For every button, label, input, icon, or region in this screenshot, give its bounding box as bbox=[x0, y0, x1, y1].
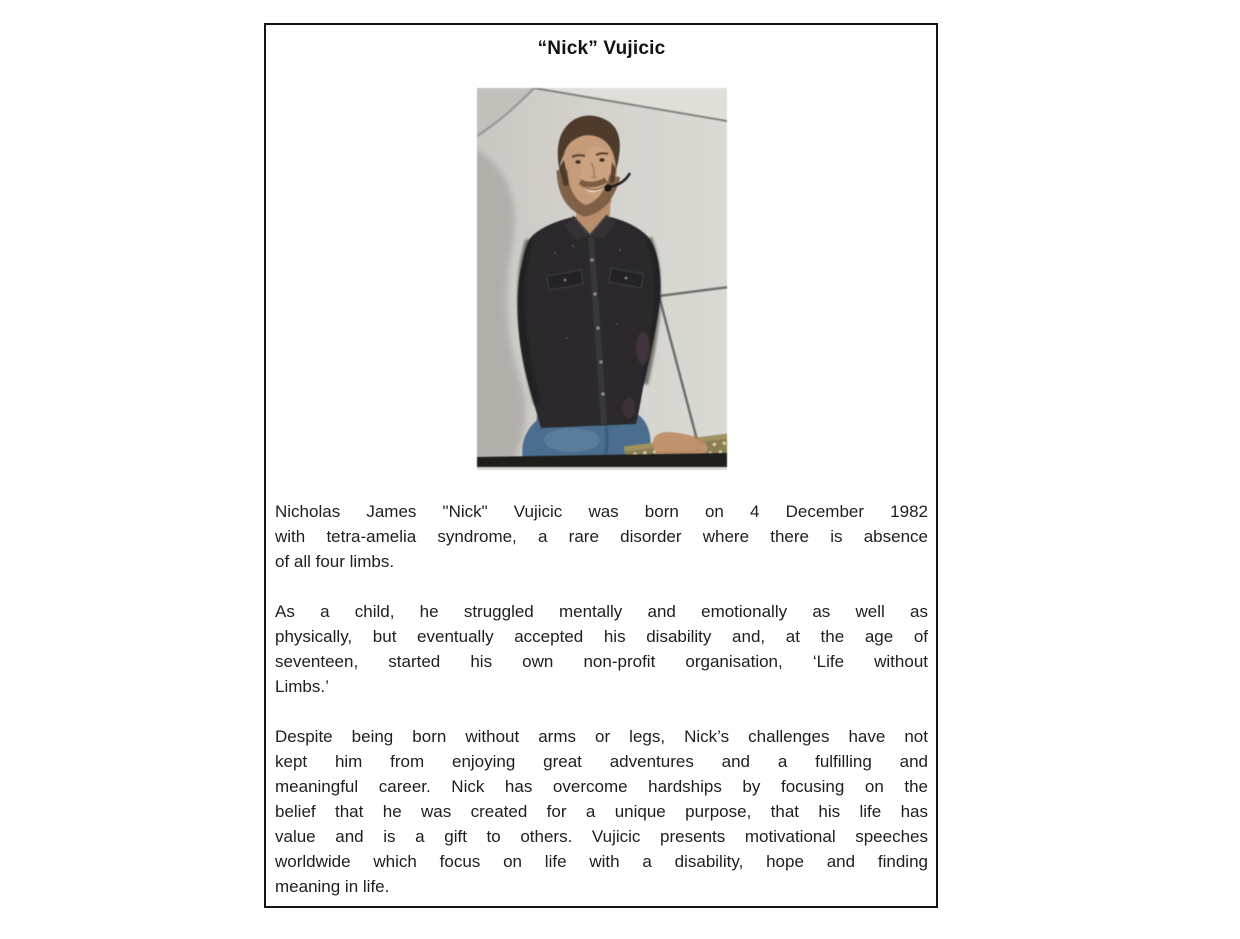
text-line: value and is a gift to others. Vujicic presents motivational speeches bbox=[275, 827, 928, 846]
document-box bbox=[264, 23, 938, 908]
text-line: worldwide which focus on life with a disability, hope and finding bbox=[275, 852, 928, 871]
text-line: Limbs.’ bbox=[275, 677, 329, 696]
text-line: meaning in life. bbox=[275, 877, 390, 896]
nick-vujicic-photo bbox=[477, 88, 727, 470]
text-line: with tetra-amelia syndrome, a rare disorder where there is absence bbox=[275, 527, 928, 546]
text-line: kept him from enjoying great adventures and a fulfilling and bbox=[275, 752, 928, 771]
paragraph-3 bbox=[275, 724, 928, 899]
text-line: of all four limbs. bbox=[275, 552, 395, 571]
text-line: As a child, he struggled mentally and emotionally as well as bbox=[275, 602, 928, 621]
text-line: meaningful career. Nick has overcome hardships by focusing on the bbox=[275, 777, 928, 796]
text-line: belief that he was created for a unique purpose, that his life has bbox=[275, 802, 928, 821]
text-line: Nicholas James "Nick" Vujicic was born on 4 December 1982 bbox=[275, 502, 928, 521]
photo-frame bbox=[477, 88, 727, 470]
page-title: “Nick” Vujicic bbox=[537, 38, 666, 59]
paragraph-2 bbox=[275, 599, 928, 699]
article-body bbox=[275, 499, 928, 899]
text-line: physically, but eventually accepted his disability and, at the age of bbox=[275, 627, 928, 646]
paragraph-1 bbox=[275, 499, 928, 574]
text-line: seventeen, started his own non-profit organisation, ‘Life without bbox=[275, 652, 928, 671]
text-line: Despite being born without arms or legs, Nick’s challenges have not bbox=[275, 727, 928, 746]
